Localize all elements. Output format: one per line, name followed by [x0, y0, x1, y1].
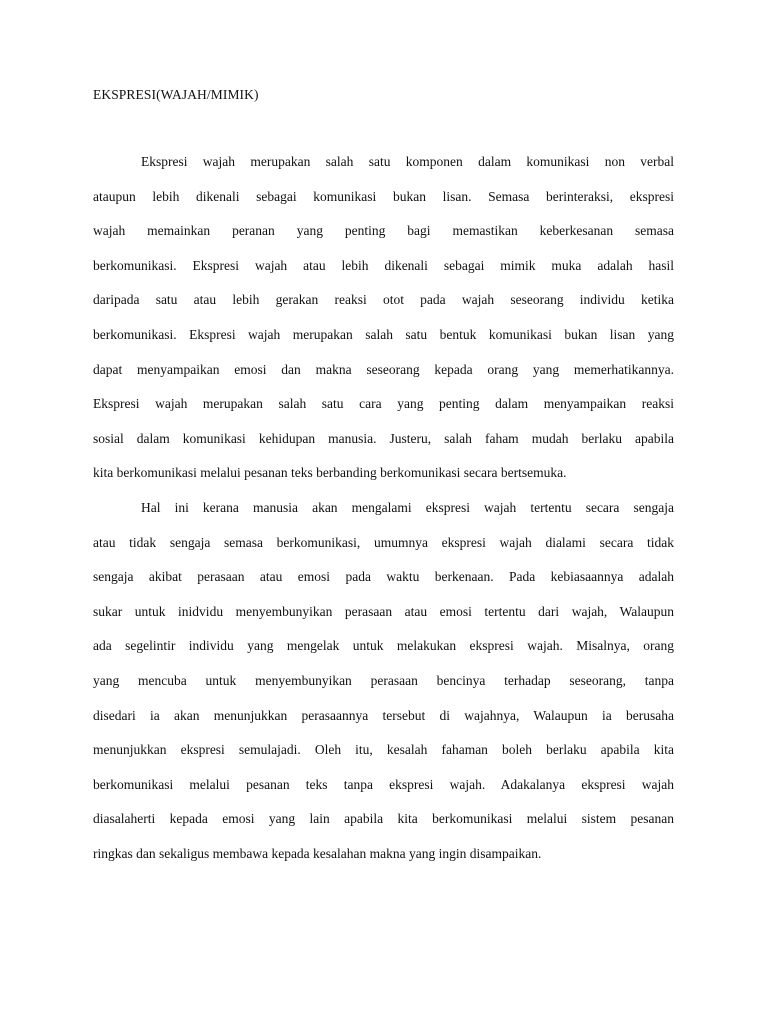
paragraph-line: ringkas dan sekaligus membawa kepada kesalahan makna yang ingin disampaikan.	[93, 845, 542, 861]
paragraph-line: sosial dalam komunikasi kehidupan manusia. Justeru, salah faham mudah berlaku apabila	[93, 430, 674, 446]
paragraph-line: wajah memainkan peranan yang penting bagi memastikan keberkesanan semasa	[93, 223, 674, 239]
paragraph-line: berkomunikasi. Ekspresi wajah atau lebih dikenali sebagai mimik muka adalah hasil	[93, 257, 674, 273]
paragraph-line: Ekspresi wajah merupakan salah satu komponen dalam komunikasi non verbal	[141, 154, 674, 169]
paragraph-line: Ekspresi wajah merupakan salah satu cara yang penting dalam menyampaikan reaksi	[93, 396, 674, 412]
paragraph-line: yang mencuba untuk menyembunyikan perasaan bencinya terhadap seseorang, tanpa	[93, 672, 674, 688]
paragraph-line: sengaja akibat perasaan atau emosi pada waktu berkenaan. Pada kebiasaannya adalah	[93, 569, 674, 585]
paragraph-line: dapat menyampaikan emosi dan makna seseorang kepada orang yang memerhatikannya.	[93, 361, 674, 377]
paragraph-line: ada segelintir individu yang mengelak untuk melakukan ekspresi wajah. Misalnya, orang	[93, 638, 674, 654]
document-title: EKSPRESI(WAJAH/MIMIK)	[93, 87, 259, 102]
paragraph-line: diasalaherti kepada emosi yang lain apabila kita berkomunikasi melalui sistem pesanan	[93, 811, 674, 827]
paragraph-line: kita berkomunikasi melalui pesanan teks berbanding berkomunikasi secara bertsemuka.	[93, 465, 567, 481]
paragraph-line: disedari ia akan menunjukkan perasaannya tersebut di wajahnya, Walaupun ia berusaha	[93, 707, 674, 723]
paragraph-2	[93, 500, 674, 881]
paragraph-line: daripada satu atau lebih gerakan reaksi otot pada wajah seseorang individu ketika	[93, 292, 674, 308]
paragraph-line: ataupun lebih dikenali sebagai komunikasi bukan lisan. Semasa berinteraksi, ekspresi	[93, 188, 674, 204]
paragraph-line: Hal ini kerana manusia akan mengalami ekspresi wajah tertentu secara sengaja	[141, 500, 674, 515]
paragraph-line: berkomunikasi. Ekspresi wajah merupakan salah satu bentuk komunikasi bukan lisan yang	[93, 326, 674, 342]
paragraph-line: sukar untuk inidvidu menyembunyikan perasaan atau emosi tertentu dari wajah, Walaupun	[93, 603, 674, 619]
paragraph-line: berkomunikasi melalui pesanan teks tanpa ekspresi wajah. Adakalanya ekspresi wajah	[93, 776, 674, 792]
paragraph-line: atau tidak sengaja semasa berkomunikasi, umumnya ekspresi wajah dialami secara tidak	[93, 534, 674, 550]
paragraph-line: menunjukkan ekspresi semulajadi. Oleh itu, kesalah fahaman boleh berlaku apabila kita	[93, 742, 674, 758]
paragraph-1	[93, 154, 674, 500]
